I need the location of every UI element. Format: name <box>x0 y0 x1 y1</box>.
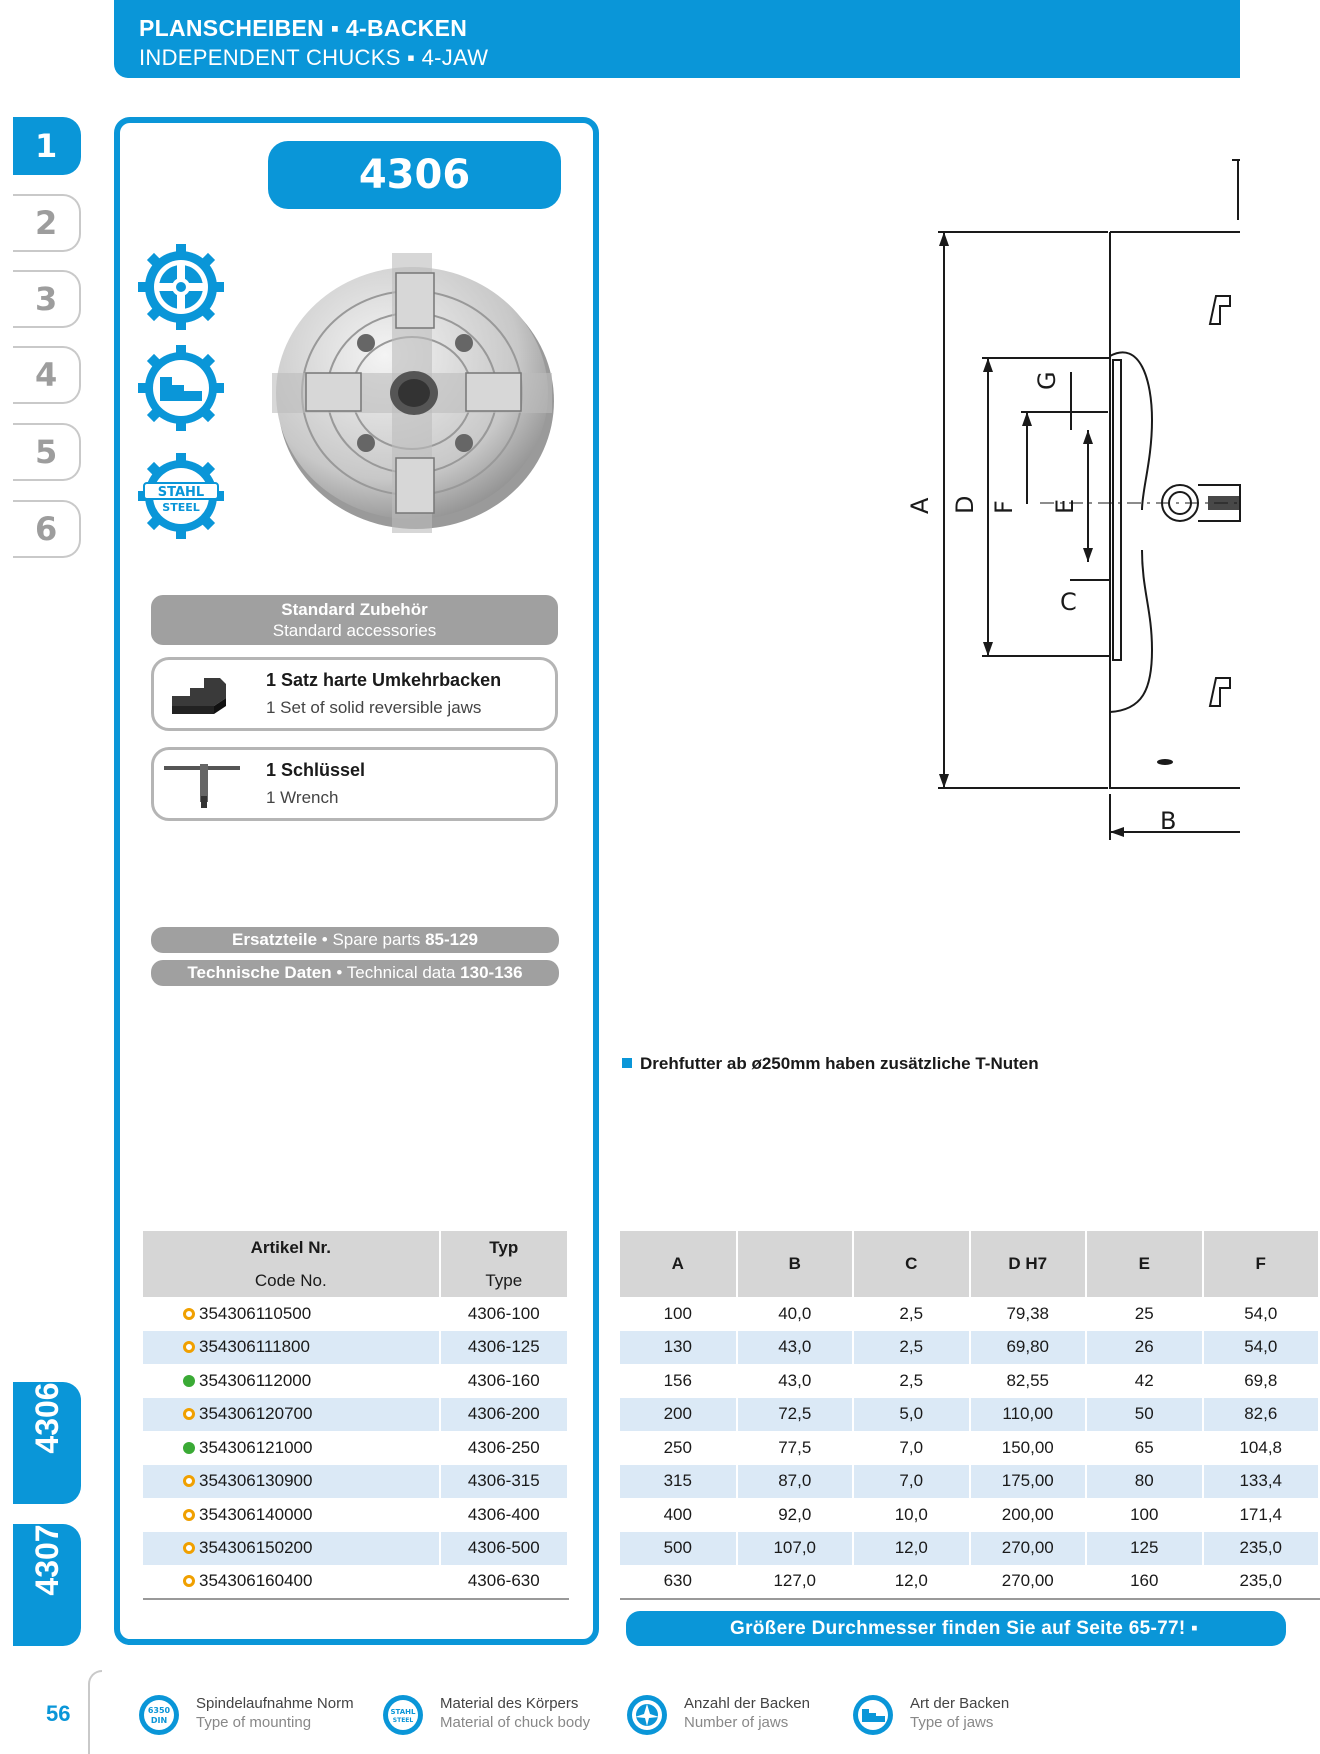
table-row <box>620 1297 1319 1331</box>
on-order-dot-icon <box>183 1575 195 1587</box>
dimension-cell: 54,0 <box>1203 1331 1320 1365</box>
dimension-header: F <box>1203 1231 1320 1297</box>
article-type: 4306-315 <box>440 1465 568 1499</box>
article-code-cell <box>143 1297 440 1331</box>
table-row <box>620 1331 1319 1365</box>
article-type: 4306-200 <box>440 1398 568 1432</box>
dimension-cell: 43,0 <box>737 1364 854 1398</box>
dimension-cell: 150,00 <box>970 1431 1087 1465</box>
dim-label-B: B <box>1160 807 1177 835</box>
spare-parts-pages: 85-129 <box>425 930 478 949</box>
article-code-cell <box>143 1398 440 1432</box>
dimension-cell: 250 <box>620 1431 737 1465</box>
dimension-cell: 7,0 <box>853 1431 970 1465</box>
dimension-cell: 87,0 <box>737 1465 854 1499</box>
accessories-title <box>151 595 558 645</box>
accessories-title-de: Standard Zubehör <box>281 600 428 619</box>
legend-material-de: Material des Körpers <box>440 1695 579 1712</box>
technical-data-pages: 130-136 <box>460 963 523 982</box>
article-type: 4306-160 <box>440 1364 568 1398</box>
t-slot-note <box>622 1054 1039 1074</box>
table-row <box>143 1297 568 1331</box>
legend-din-label: DIN <box>150 1716 168 1725</box>
table-row <box>620 1431 1319 1465</box>
technical-drawing <box>880 130 1240 850</box>
dimension-cell: 400 <box>620 1498 737 1532</box>
steel-legend-gear-icon <box>380 1692 426 1738</box>
dimension-cell: 5,0 <box>853 1398 970 1432</box>
wrench-icon <box>164 756 254 816</box>
spare-parts-de: Ersatzteile <box>231 930 318 949</box>
dim-label-F: F <box>990 500 1018 514</box>
article-code: 354306150200 <box>199 1538 313 1558</box>
chapter-tab-5[interactable]: 5 <box>13 423 81 481</box>
on-order-dot-icon <box>183 1542 195 1554</box>
article-code-cell <box>143 1498 440 1532</box>
product-number-badge: 4306 <box>268 141 561 209</box>
dimension-cell: 43,0 <box>737 1331 854 1365</box>
dimension-cell: 100 <box>1086 1498 1203 1532</box>
article-type: 4306-400 <box>440 1498 568 1532</box>
legend-jaw-type-en: Type of jaws <box>910 1714 994 1731</box>
dimension-header: E <box>1086 1231 1203 1297</box>
dimension-cell: 2,5 <box>853 1331 970 1365</box>
article-type: 4306-125 <box>440 1331 568 1365</box>
article-type: 4306-500 <box>440 1532 568 1566</box>
on-order-dot-icon <box>183 1509 195 1521</box>
table-row <box>620 1565 1319 1599</box>
in-stock-dot-icon <box>183 1442 195 1454</box>
dimension-cell: 160 <box>1086 1565 1203 1599</box>
article-type: 4306-630 <box>440 1565 568 1599</box>
on-order-dot-icon <box>183 1408 195 1420</box>
dimension-cell: 127,0 <box>737 1565 854 1599</box>
accessory-jaws <box>151 657 558 731</box>
dimension-header: B <box>737 1231 854 1297</box>
dimension-cell: 2,5 <box>853 1364 970 1398</box>
article-code-cell <box>143 1331 440 1365</box>
technical-data-de: Technische Daten <box>187 963 332 982</box>
dimension-cell: 54,0 <box>1203 1297 1320 1331</box>
dimension-cell: 171,4 <box>1203 1498 1320 1532</box>
table-row <box>620 1532 1319 1566</box>
table-row <box>143 1565 568 1599</box>
header-title-de: PLANSCHEIBEN ▪ 4-BACKEN <box>139 15 468 41</box>
table-row <box>620 1364 1319 1398</box>
table-row <box>143 1364 568 1398</box>
dimension-table <box>620 1231 1320 1600</box>
spare-parts-en: Spare parts <box>332 930 421 949</box>
jaw-count-gear-icon <box>624 1692 670 1738</box>
larger-diameter-banner[interactable]: Größere Durchmesser finden Sie auf Seite 65-77! ▪ <box>626 1611 1286 1646</box>
bullet-square-icon <box>622 1058 632 1068</box>
dimension-cell: 77,5 <box>737 1431 854 1465</box>
article-code: 354306120700 <box>199 1404 313 1424</box>
article-code: 354306111800 <box>199 1337 310 1357</box>
legend-jaw-count-de: Anzahl der Backen <box>684 1695 810 1712</box>
chapter-tab-1[interactable]: 1 <box>13 117 81 175</box>
dimension-cell: 25 <box>1086 1297 1203 1331</box>
accessory-wrench-en: 1 Wrench <box>266 788 339 807</box>
on-order-dot-icon <box>183 1308 195 1320</box>
dimension-cell: 12,0 <box>853 1532 970 1566</box>
chuck-product-image <box>266 243 571 543</box>
article-type: 4306-100 <box>440 1297 568 1331</box>
dim-label-E: E <box>1051 498 1079 514</box>
legend-mounting-en: Type of mounting <box>196 1714 312 1731</box>
table-row <box>620 1498 1319 1532</box>
steel-material-gear-icon <box>138 453 224 539</box>
article-code: 354306110500 <box>199 1303 312 1323</box>
article-code-cell <box>143 1532 440 1566</box>
dimension-header: A <box>620 1231 737 1297</box>
reversible-jaws-icon <box>164 666 234 726</box>
dimension-cell: 82,55 <box>970 1364 1087 1398</box>
side-tab-4306-label: 4306 <box>29 1382 65 1454</box>
dimension-cell: 130 <box>620 1331 737 1365</box>
article-table <box>143 1231 569 1600</box>
chapter-tab-6[interactable]: 6 <box>13 500 81 558</box>
jaw-type-legend-gear-icon <box>850 1692 896 1738</box>
dimension-cell: 110,00 <box>970 1398 1087 1432</box>
table-row <box>620 1465 1319 1499</box>
header-title-en: INDEPENDENT CHUCKS ▪ 4-JAW <box>139 45 489 70</box>
dimension-cell: 69,80 <box>970 1331 1087 1365</box>
dimension-cell: 104,8 <box>1203 1431 1320 1465</box>
dimension-cell: 82,6 <box>1203 1398 1320 1432</box>
chapter-tab-4[interactable]: 4 <box>13 346 81 404</box>
dimension-cell: 100 <box>620 1297 737 1331</box>
spare-parts-link[interactable]: Ersatzteile • Spare parts 85-129 <box>151 927 559 953</box>
article-code: 354306112000 <box>199 1370 312 1390</box>
legend-material-en: Material of chuck body <box>440 1714 591 1731</box>
dimension-cell: 10,0 <box>853 1498 970 1532</box>
footer-separator <box>88 1670 102 1754</box>
article-code-cell <box>143 1431 440 1465</box>
legend-jaw-type-de: Art der Backen <box>910 1695 1010 1712</box>
table-row <box>143 1331 568 1365</box>
dimension-cell: 79,38 <box>970 1297 1087 1331</box>
dimension-cell: 72,5 <box>737 1398 854 1432</box>
dimension-cell: 270,00 <box>970 1532 1087 1566</box>
article-code-cell <box>143 1465 440 1499</box>
t-slot-note-text: Drehfutter ab ø250mm haben zusätzliche T-Nuten <box>640 1054 1039 1073</box>
article-code-cell <box>143 1565 440 1599</box>
legend-stahl-text: STAHL <box>390 1708 416 1716</box>
article-header-type-en: Type <box>440 1264 568 1297</box>
dim-label-A: A <box>906 497 934 514</box>
side-tab-4307-label: 4307 <box>29 1524 65 1596</box>
legend-steel-text: STEEL <box>392 1717 414 1724</box>
dimension-cell: 630 <box>620 1565 737 1599</box>
on-order-dot-icon <box>183 1341 195 1353</box>
table-row <box>620 1398 1319 1432</box>
dimension-cell: 235,0 <box>1203 1565 1320 1599</box>
dimension-cell: 133,4 <box>1203 1465 1320 1499</box>
dimension-cell: 200 <box>620 1398 737 1432</box>
chapter-tab-3[interactable]: 3 <box>13 270 81 328</box>
steel-text: STEEL <box>162 501 200 514</box>
dimension-header: D H7 <box>970 1231 1087 1297</box>
dimension-cell: 26 <box>1086 1331 1203 1365</box>
dimension-header: C <box>853 1231 970 1297</box>
dimension-cell: 80 <box>1086 1465 1203 1499</box>
dimension-cell: 315 <box>620 1465 737 1499</box>
article-header-code: Artikel Nr. <box>143 1231 440 1264</box>
dimension-cell: 7,0 <box>853 1465 970 1499</box>
dimension-cell: 200,00 <box>970 1498 1087 1532</box>
chapter-tab-2[interactable]: 2 <box>13 194 81 252</box>
side-tab-4306[interactable] <box>13 1382 81 1504</box>
dimension-cell: 12,0 <box>853 1565 970 1599</box>
side-tab-4307[interactable] <box>13 1524 81 1646</box>
table-row <box>143 1431 568 1465</box>
legend-jaw-count-en: Number of jaws <box>684 1714 789 1731</box>
dimension-cell: 2,5 <box>853 1297 970 1331</box>
centering-gear-icon <box>138 244 224 330</box>
dimension-cell: 65 <box>1086 1431 1203 1465</box>
in-stock-dot-icon <box>183 1375 195 1387</box>
dimension-cell: 175,00 <box>970 1465 1087 1499</box>
legend-din-number: 6350 <box>147 1706 171 1715</box>
dimension-cell: 500 <box>620 1532 737 1566</box>
dimension-cell: 156 <box>620 1364 737 1398</box>
article-code-cell <box>143 1364 440 1398</box>
jaw-type-gear-icon <box>138 345 224 431</box>
dimension-cell: 235,0 <box>1203 1532 1320 1566</box>
article-header-type: Typ <box>440 1231 568 1264</box>
article-type: 4306-250 <box>440 1431 568 1465</box>
dimension-cell: 50 <box>1086 1398 1203 1432</box>
dimension-cell: 40,0 <box>737 1297 854 1331</box>
legend-mounting-de: Spindelaufnahme Norm <box>196 1695 354 1712</box>
accessory-jaws-de: 1 Satz harte Umkehrbacken <box>266 670 502 690</box>
dimension-cell: 270,00 <box>970 1565 1087 1599</box>
article-code: 354306121000 <box>199 1437 313 1457</box>
technical-data-en: Technical data <box>346 963 456 982</box>
dimension-cell: 69,8 <box>1203 1364 1320 1398</box>
accessories-title-en: Standard accessories <box>272 621 437 640</box>
on-order-dot-icon <box>183 1475 195 1487</box>
table-row <box>143 1532 568 1566</box>
table-row <box>143 1465 568 1499</box>
din-mounting-gear-icon <box>136 1692 182 1738</box>
technical-data-link[interactable]: Technische Daten • Technical data 130-136 <box>151 960 559 986</box>
accessory-jaws-en: 1 Set of solid reversible jaws <box>266 698 482 717</box>
article-code: 354306130900 <box>199 1471 313 1491</box>
article-header-code-en: Code No. <box>143 1264 440 1297</box>
dimension-cell: 42 <box>1086 1364 1203 1398</box>
stahl-text: STAHL <box>157 485 205 500</box>
article-code: 354306140000 <box>199 1504 313 1524</box>
dimension-cell: 107,0 <box>737 1532 854 1566</box>
dim-label-G: G <box>1033 371 1061 390</box>
dim-label-D: D <box>951 495 979 514</box>
table-row <box>143 1398 568 1432</box>
article-code: 354306160400 <box>199 1571 313 1591</box>
page-number: 56 <box>46 1701 71 1726</box>
accessory-wrench <box>151 747 558 821</box>
dimension-cell: 125 <box>1086 1532 1203 1566</box>
dimension-cell: 92,0 <box>737 1498 854 1532</box>
dim-label-C: C <box>1060 588 1077 616</box>
table-row <box>143 1498 568 1532</box>
accessory-wrench-de: 1 Schlüssel <box>266 760 366 780</box>
